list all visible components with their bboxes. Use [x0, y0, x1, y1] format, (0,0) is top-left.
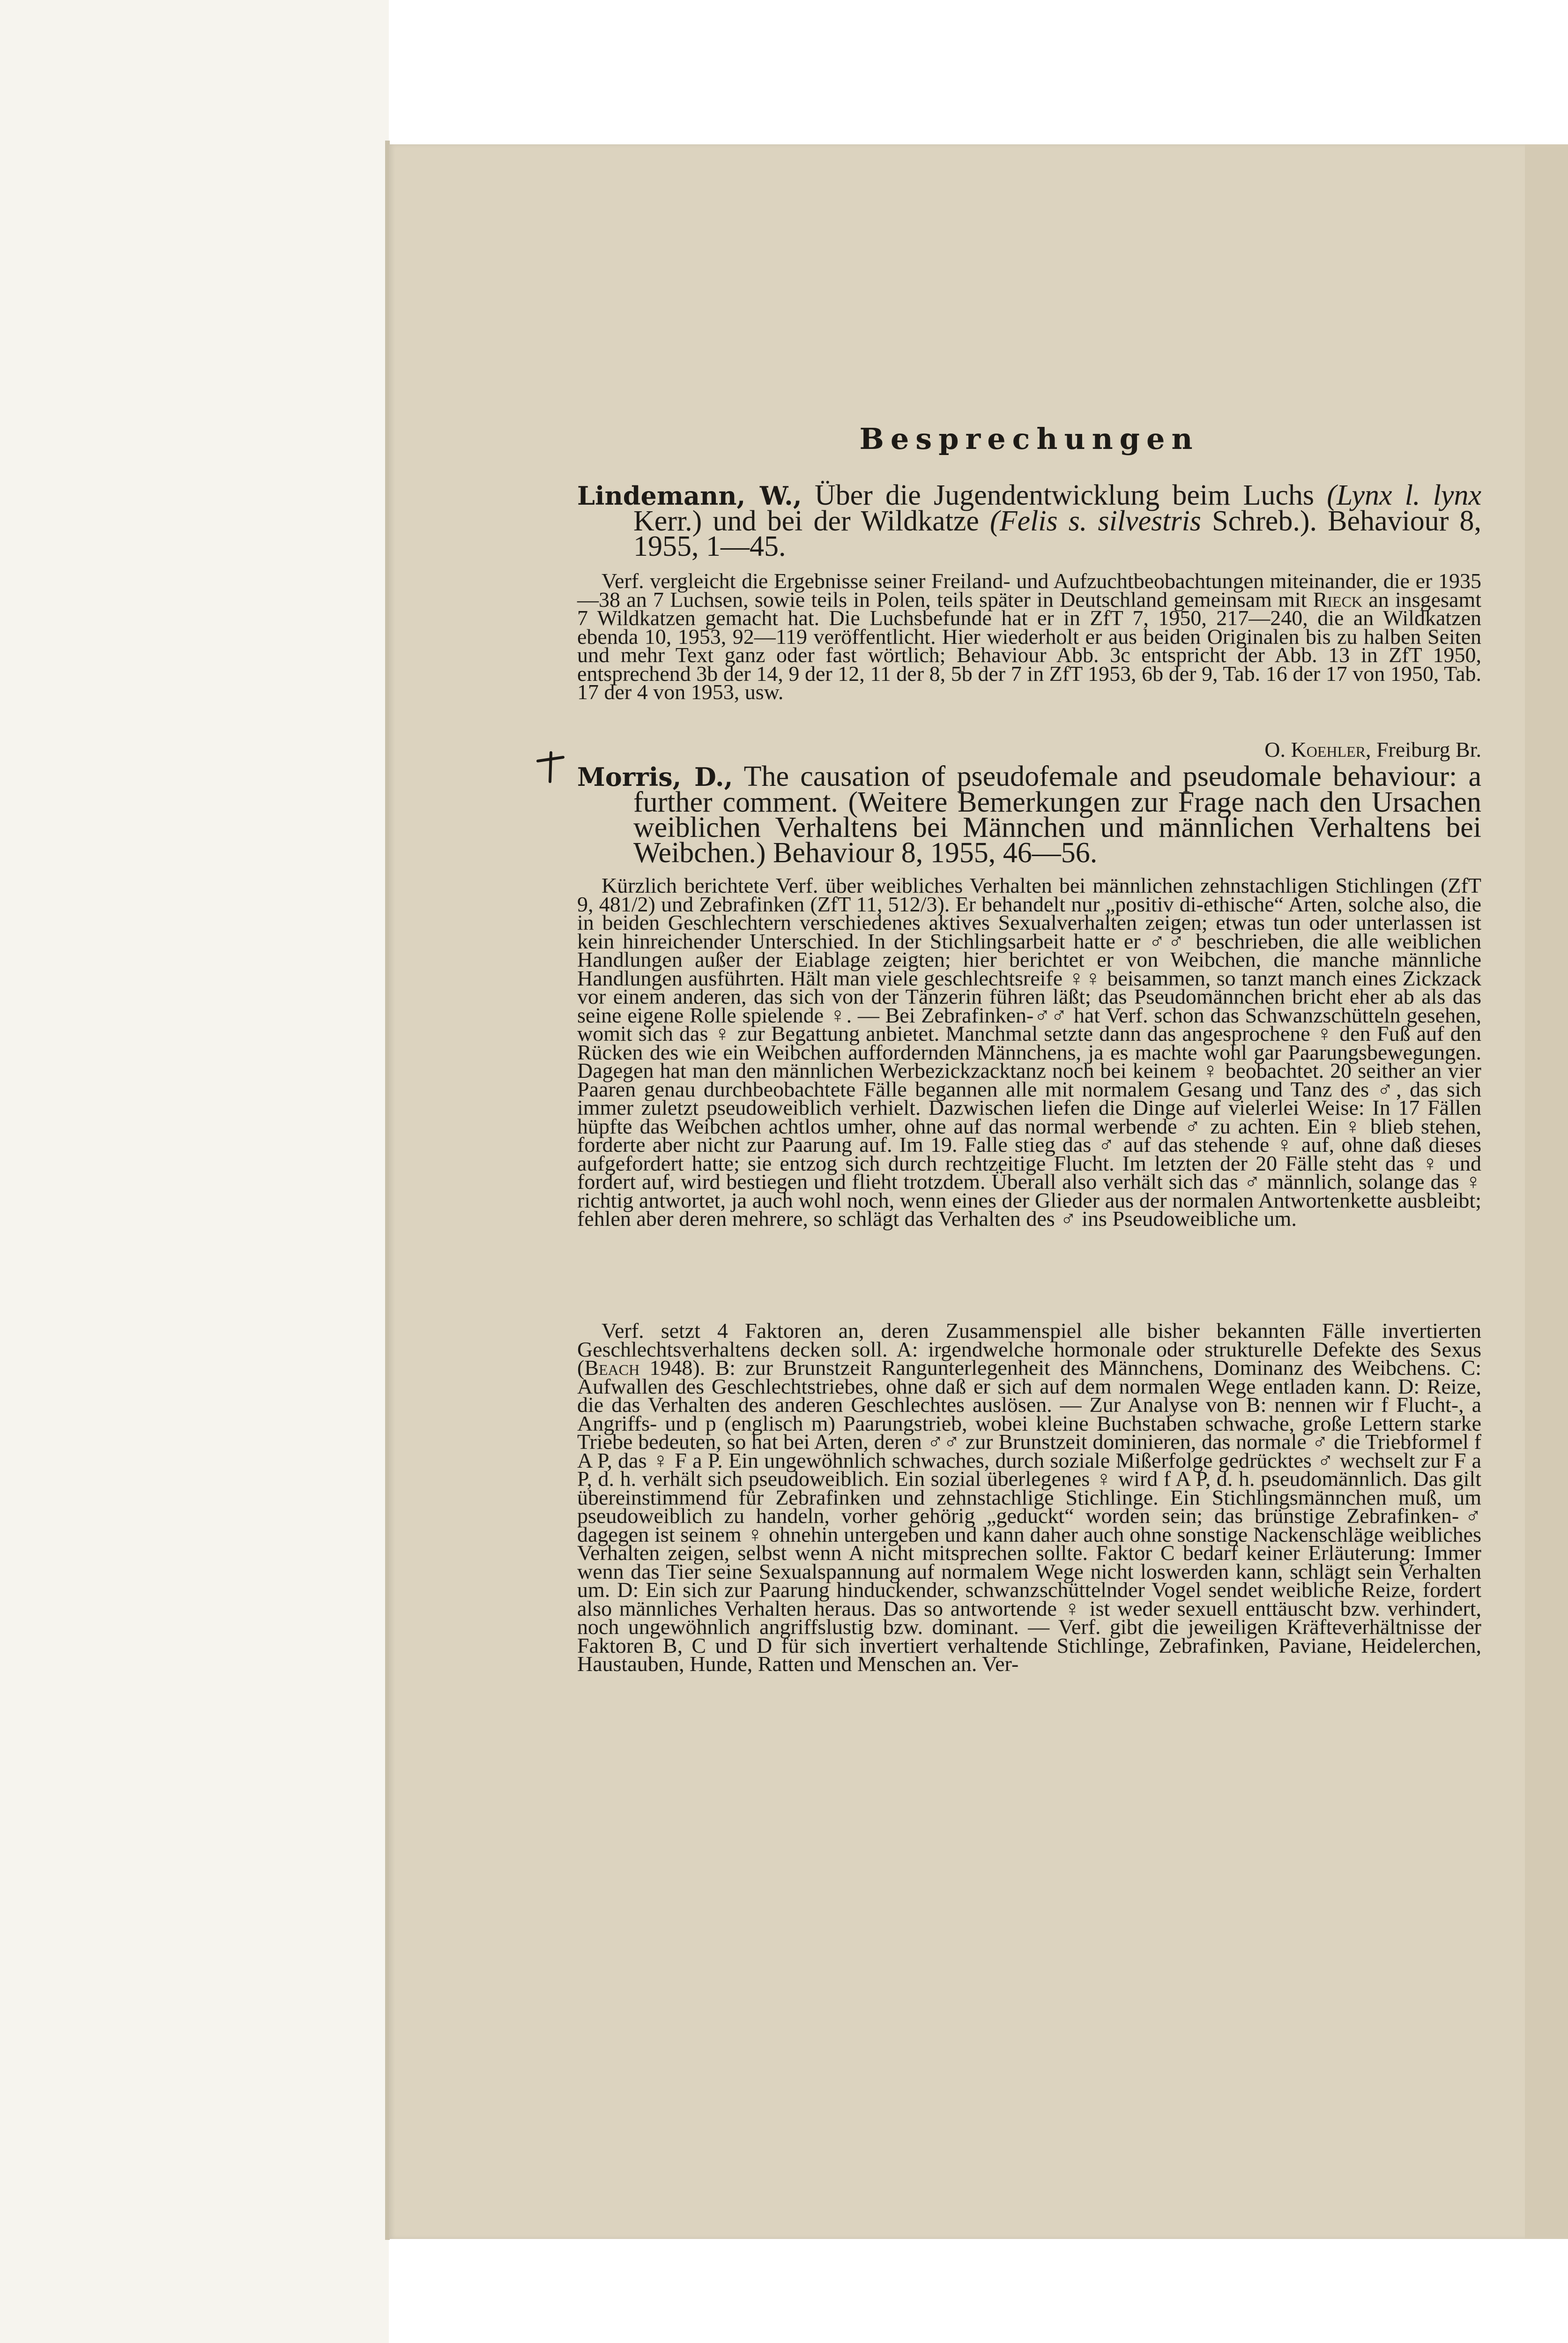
cited-name: Rieck	[1313, 587, 1363, 612]
review-text-lindemann: Verf. vergleicht die Ergebnisse seiner Freiland- und Aufzuchtbeobachtungen miteinander, die er 1935—38 an 7 Luchsen, sowie teils in Polen, teils später in Deutschland gemeinsam mit Rieck an insgesamt 7 Wildkatzen gemacht hat. Die Luchsbefunde hat er in ZfT 7, 1950, 217—240, die an Wildkatzen ebenda 10, 1953, 92—119 veröffentlicht. Hier wiederholt er aus beiden Originalen bis zu halben Seiten und mehr Text ganz oder fast wörtlich; Behaviour Abb. 3c entspricht der Abb. 13 in ZfT 1950, entsprechend 3b der 14, 9 der 12, 11 der 8, 5b der 7 in ZfT 1953, 6b der 9, Tab. 16 der 17 von 1950, Tab. 17 der 4 von 1953, usw.	[577, 569, 1481, 704]
title-text: Kerr.) und bei der Wildkatze	[633, 505, 990, 537]
reviewer-place: , Freiburg Br.	[1365, 738, 1481, 761]
title-text: The causation of pseudofemale and pseudomale behaviour: a further comment. (Weitere Bemerkungen zur Frage nach den Ursachen weiblichen Verhaltens bei Männchen und männlichen Verhaltens bei Weibchen.) Behaviour 8, 1955, 46—56.	[633, 761, 1481, 869]
entry-title-lindemann	[577, 479, 1481, 562]
cited-name: Beach	[584, 1356, 640, 1380]
title-species-italic: (Felis s. silvestris	[990, 505, 1202, 537]
entry-title-morris	[577, 761, 1481, 869]
handwritten-cross-mark	[534, 751, 567, 783]
title-text: Schreb.). Behaviour 8, 1955, 1—45.	[633, 505, 1481, 562]
page-right-edge	[1525, 144, 1568, 2239]
title-text: Über die Jugendentwicklung beim Luchs	[802, 479, 1327, 511]
entry-author: Lindemann, W.,	[577, 481, 802, 511]
scan-background	[0, 0, 389, 2343]
section-heading: Besprechungen	[859, 422, 1199, 456]
reviewer-name: O. Koehler	[1264, 738, 1366, 761]
reviewer-signature	[1139, 740, 1481, 759]
review-paragraph-2-morris: Verf. setzt 4 Faktoren an, deren Zusammenspiel alle bisher bekannten Fälle invertierten Geschlechtsverhaltens decken soll. A: irgendwelche hormonale oder strukturelle Defekte des Sexus (Beach 1948). B: zur Brunstzeit Rangunterlegenheit des Männchens, Dominanz des Weibchens. C: Aufwallen des Geschlechtstriebes, ohne daß er sich auf dem normalen Wege entladen kann. D: Reize, die das Verhalten des anderen Geschlechtes auslösen. — Zur Analyse von B: nennen wir f Flucht-, a Angriffs- und p (englisch m) Paarungstrieb, wobei kleine Buchstaben schwache, große Lettern starke Triebe bedeuten, so hat bei Arten, deren ♂♂ zur Brunstzeit dominieren, das normale ♂ die Triebformel f A P, das ♀ F a P. Ein ungewöhnlich schwaches, durch soziale Mißerfolge gedrücktes ♂ wechselt zur F a P, d. h. verhält sich pseudoweiblich. Ein sozial überlegenes ♀ wird f A P, d. h. pseudomännlich. Das gilt übereinstimmend für Zebrafinken und zehnstachlige Stichlinge. Ein Stichlingsmännchen muß, um pseudoweiblich zu handeln, vorher gehörig „geduckt“ worden sein; das brünstige Zebrafinken-♂ dagegen ist seinem ♀ ohnehin untergeben und kann daher auch ohne sonstige Nackenschläge weibliches Verhalten zeigen, selbst wenn A nicht mitsprechen sollte. Faktor C bedarf keiner Erläuterung: Immer wenn das Tier seine Sexualspannung auf normalem Wege nicht loswerden kann, schlägt sein Verhalten um. D: Ein sich zur Paarung hinduckender, schwanzschüttelnder Vogel sendet weibliche Reize, fordert also männliches Verhalten heraus. Das so antwortende ♀ ist weder sexuell enttäuscht bzw. verhindert, noch ungewöhnlich angriffslustig bzw. dominant. — Verf. gibt die jeweiligen Kräfteverhältnisse der Faktoren B, C und D für sich invertiert verhaltende Stichlinge, Zebrafinken, Paviane, Heidelerchen, Haustauben, Hunde, Ratten und Menschen an. Ver-	[577, 1319, 1481, 1676]
review-paragraph-1-morris: Kürzlich berichtete Verf. über weibliches Verhalten bei männlichen zehnstachligen Stichlingen (ZfT 9, 481/2) und Zebrafinken (ZfT 11, 512/3). Er behandelt nur „positiv di-ethische“ Arten, solche also, die in beiden Geschlechtern verschiedenes aktives Sexualverhalten zeigen; etwas tun oder unterlassen ist kein hinreichender Unterschied. In der Stichlingsarbeit hatte er ♂♂ beschrieben, die alle weiblichen Handlungen außer der Eiablage zeigten; hier berichtet er von Weibchen, die manche männliche Handlungen ausführten. Hält man viele geschlechtsreife ♀♀ beisammen, so tanzt manch eines Zickzack vor einem anderen, das sich von der Tänzerin führen läßt; das Pseudomännchen bricht eher ab als das seine eigene Rolle spielende ♀. — Bei Zebrafinken-♂♂ hat Verf. schon das Schwanzschütteln gesehen, womit sich das ♀ zur Begattung anbietet. Manchmal setzte dann das angesprochene ♀ den Fuß auf den Rücken des wie ein Weibchen auffordernden Männchens, ja es machte wohl gar Paarungsbewegungen. Dagegen hat man den männlichen Werbezickzacktanz noch bei keinem ♀ beobachtet. 20 seither an vier Paaren genau durchbeobachtete Fälle begannen alle mit normalem Gesang und Tanz des ♂, das sich immer zuletzt pseudoweiblich verhielt. Dazwischen liefen die Dinge auf vielerlei Weise: In 17 Fällen hüpfte das Weibchen achtlos umher, ohne auf das normal werbende ♂ zu achten. Ein ♀ blieb stehen, forderte aber nicht zur Paarung auf. Im 19. Falle stieg das ♂ auf das stehende ♀ auf, ohne daß dieses aufgefordert hatte; sie entzog sich durch rechtzeitige Flucht. Im letzten der 20 Fälle steht das ♀ und fordert auf, wird bestiegen und flieht trotzdem. Überall also verhält sich das ♂ männlich, solange das ♀ richtig antwortet, ja auch wohl noch, wenn eines der Glieder aus der normalen Antwortenkette ausbleibt; fehlen aber deren mehrere, so schlägt das Verhalten des ♂ ins Pseudoweibliche um.	[577, 873, 1481, 1231]
entry-author: Morris, D.,	[577, 762, 733, 792]
title-species-italic: (Lynx l. lynx	[1327, 479, 1481, 511]
